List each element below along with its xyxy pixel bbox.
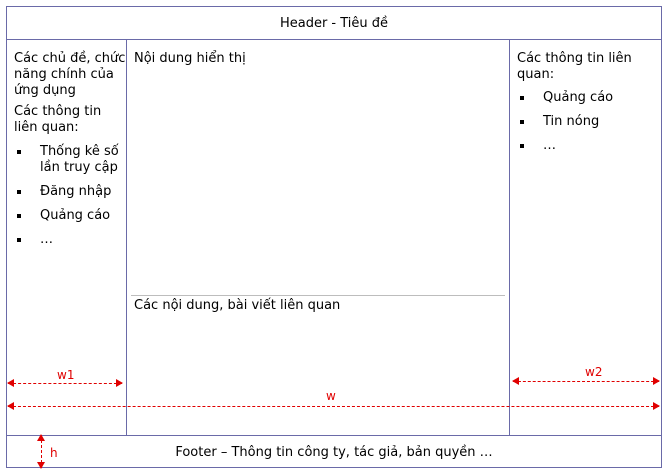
w1-label: w1 — [57, 368, 75, 382]
w2-dimension-arrow — [513, 381, 659, 382]
bullet-icon — [17, 214, 21, 218]
main-content-label: Nội dung hiển thị — [134, 51, 246, 66]
list-item: Quảng cáo — [517, 90, 657, 106]
left-column-list — [14, 144, 124, 256]
header-box — [6, 6, 662, 40]
list-item: … — [517, 138, 657, 154]
list-item: Đăng nhập — [14, 184, 124, 200]
list-item: Tin nóng — [517, 114, 657, 130]
related-content-label: Các nội dung, bài viết liên quan — [134, 298, 341, 313]
w-dimension-arrow — [8, 406, 659, 407]
h-dimension-arrow — [41, 435, 42, 468]
h-label: h — [50, 446, 58, 460]
bullet-icon — [17, 238, 21, 242]
list-item: Quảng cáo — [14, 208, 124, 224]
bullet-icon — [17, 190, 21, 194]
bullet-icon — [520, 144, 524, 148]
main-content-box — [126, 39, 510, 436]
content-separator — [131, 295, 505, 296]
list-item: … — [14, 232, 124, 248]
footer-label: Footer – Thông tin công ty, tác giả, bản quyền … — [175, 445, 493, 460]
right-column-subtitle: Các thông tin liên quan: — [517, 51, 632, 82]
left-column-title: Các chủ đề, chức năng chính của ứng dụng — [14, 51, 126, 98]
right-column-list — [517, 90, 657, 162]
left-column-subtitle: Các thông tin liên quan: — [14, 104, 102, 135]
list-item: Thống kê số lần truy cập — [14, 144, 124, 176]
w2-label: w2 — [585, 365, 603, 379]
w-label: w — [326, 389, 336, 403]
footer-box — [6, 435, 662, 468]
w1-dimension-arrow — [8, 383, 122, 384]
bullet-icon — [520, 120, 524, 124]
bullet-icon — [17, 150, 21, 154]
header-label: Header - Tiêu đề — [279, 16, 389, 31]
bullet-icon — [520, 96, 524, 100]
